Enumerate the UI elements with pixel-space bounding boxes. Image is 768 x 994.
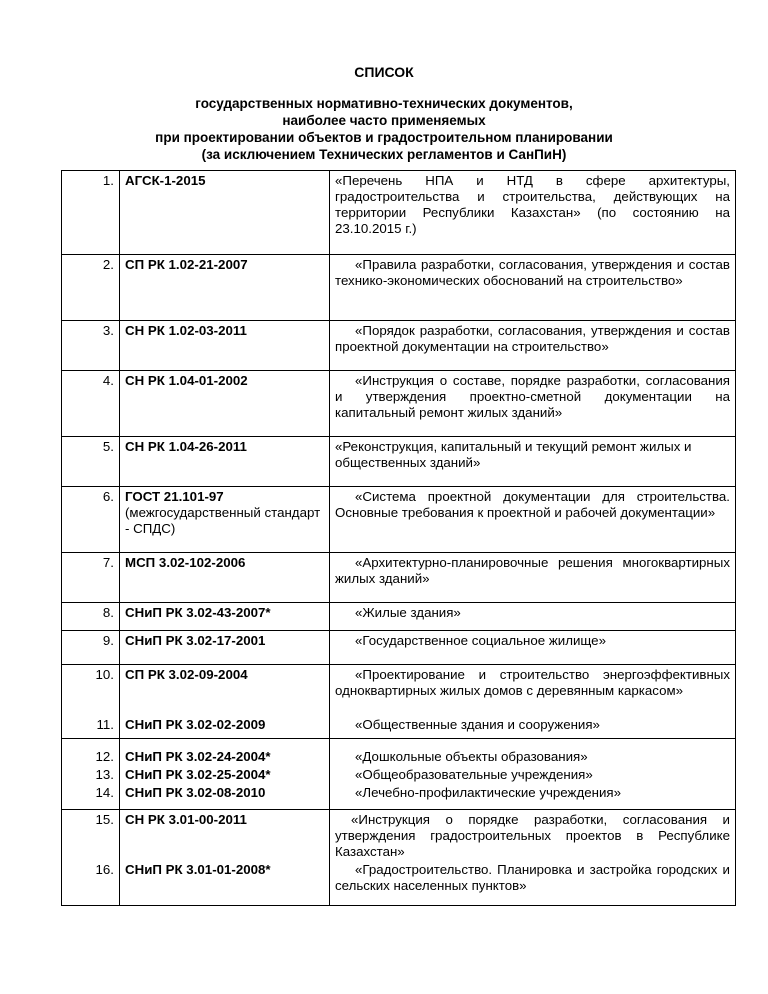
- row-code: СН РК 3.01-00-2011: [125, 811, 247, 827]
- table-row: [62, 255, 736, 321]
- row-code-cell: [120, 487, 330, 553]
- row-code-cell: [120, 255, 330, 321]
- table-row: [62, 809, 736, 860]
- table-row: [62, 437, 736, 487]
- row-code: СНиП РК 3.02-24-2004*: [125, 749, 271, 764]
- row-number: 8.: [62, 603, 120, 631]
- row-code: СН РК 1.04-01-2002: [125, 373, 248, 388]
- row-title: «Инструкция о составе, порядке разработки, согласования и утверждения проектно-сметной документации на капитальный ремонт жилых зданий»: [330, 371, 736, 437]
- row-code-cell: [120, 665, 330, 715]
- row-number: 3.: [62, 321, 120, 371]
- table-row: [62, 487, 736, 553]
- row-code-cell: [120, 783, 330, 809]
- row-code-cell: [120, 860, 330, 906]
- table-row: [62, 715, 736, 739]
- row-number: 13.: [62, 765, 120, 783]
- row-code: СН РК 1.04-26-2011: [125, 439, 247, 454]
- row-number: 10.: [62, 665, 120, 715]
- row-title: «Государственное социальное жилище»: [330, 631, 736, 665]
- row-number: 16.: [62, 860, 120, 906]
- row-title: «Реконструкция, капитальный и текущий ремонт жилых и общественных зданий»: [330, 437, 736, 487]
- row-code-cell: [120, 809, 330, 860]
- row-code-cell: [120, 631, 330, 665]
- documents-table: [61, 170, 736, 906]
- row-code-cell: [120, 437, 330, 487]
- row-code-cell: [120, 715, 330, 739]
- row-number: 2.: [62, 255, 120, 321]
- row-number: 6.: [62, 487, 120, 553]
- table-row: [62, 603, 736, 631]
- table-row: [62, 171, 736, 255]
- row-title: «Общеобразовательные учреждения»: [330, 765, 736, 783]
- table-row: [62, 783, 736, 809]
- row-number: 5.: [62, 437, 120, 487]
- row-code-note: (межгосударственный стандарт - СПДС): [125, 505, 321, 536]
- row-title: «Проектирование и строительство энергоэффективных одноквартирных жилых домов с деревянным каркасом»: [330, 665, 736, 715]
- table-row: [62, 765, 736, 783]
- table-row: [62, 631, 736, 665]
- row-code: МСП 3.02-102-2006: [125, 555, 246, 570]
- row-code: СП РК 1.02-21-2007: [125, 257, 248, 272]
- table-row: [62, 665, 736, 715]
- row-code: СН РК 1.02-03-2011: [125, 323, 247, 338]
- row-code: СНиП РК 3.01-01-2008*: [125, 861, 271, 877]
- row-title: «Градостроительство. Планировка и застройка городских и сельских населенных пунктов»: [330, 860, 736, 906]
- row-number: 1.: [62, 171, 120, 255]
- document-subtitle: [0, 95, 768, 163]
- table-row: [62, 860, 736, 906]
- row-number: 7.: [62, 553, 120, 603]
- row-title: «Архитектурно-планировочные решения многоквартирных жилых зданий»: [330, 553, 736, 603]
- row-code: СП РК 3.02-09-2004: [125, 667, 248, 682]
- row-code: АГСК-1-2015: [125, 173, 206, 188]
- row-number: 9.: [62, 631, 120, 665]
- row-code: СНиП РК 3.02-17-2001: [125, 633, 266, 648]
- table-row: [62, 553, 736, 603]
- row-title: «Система проектной документации для строительства. Основные требования к проектной и рабочей документации»: [330, 487, 736, 553]
- row-code-cell: [120, 371, 330, 437]
- row-code-cell: [120, 603, 330, 631]
- row-title: «Лечебно-профилактические учреждения»: [330, 783, 736, 809]
- row-code-cell: [120, 739, 330, 766]
- row-code: СНиП РК 3.02-08-2010: [125, 785, 266, 800]
- row-number: 4.: [62, 371, 120, 437]
- row-code: ГОСТ 21.101-97: [125, 489, 224, 504]
- row-code-cell: [120, 171, 330, 255]
- row-number: 11.: [62, 715, 120, 739]
- row-title: «Порядок разработки, согласования, утверждения и состав проектной документации на строительство»: [330, 321, 736, 371]
- document-title: СПИСОК: [354, 64, 414, 80]
- row-title: «Жилые здания»: [330, 603, 736, 631]
- document-header: [0, 64, 768, 163]
- row-title: «Инструкция о порядке разработки, согласования и утверждения градостроительных проектов в Республике Казахстан»: [330, 809, 736, 860]
- row-code: СНиП РК 3.02-43-2007*: [125, 605, 271, 620]
- subtitle-line: государственных нормативно-технических документов,: [195, 96, 573, 111]
- row-number: 15.: [62, 809, 120, 860]
- row-title: «Общественные здания и сооружения»: [330, 715, 736, 739]
- table-row: [62, 371, 736, 437]
- table-row: [62, 321, 736, 371]
- row-title: «Правила разработки, согласования, утверждения и состав технико-экономических обоснований на строительство»: [330, 255, 736, 321]
- subtitle-line: наиболее часто применяемых: [282, 113, 486, 128]
- row-number: 12.: [62, 739, 120, 766]
- row-code: СНиП РК 3.02-25-2004*: [125, 767, 271, 782]
- row-code-cell: [120, 321, 330, 371]
- row-number: 14.: [62, 783, 120, 809]
- row-title: «Перечень НПА и НТД в сфере архитектуры, градостроительства и строительства, действующих на территории Республики Казахстан» (по состоянию на 23.10.2015 г.): [330, 171, 736, 255]
- row-code-cell: [120, 553, 330, 603]
- table-row: [62, 739, 736, 766]
- subtitle-line: при проектировании объектов и градостроительном планировании: [155, 130, 613, 145]
- row-code-cell: [120, 765, 330, 783]
- row-title: «Дошкольные объекты образования»: [330, 739, 736, 766]
- row-code: СНиП РК 3.02-02-2009: [125, 716, 266, 732]
- subtitle-line: (за исключением Технических регламентов и СанПиН): [201, 147, 567, 162]
